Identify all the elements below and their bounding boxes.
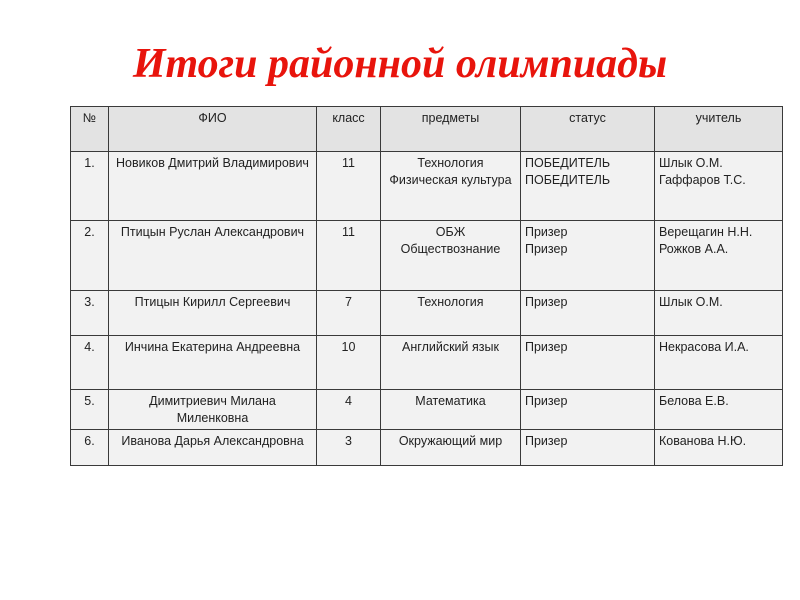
teacher-line: Кованова Н.Ю. — [659, 434, 747, 448]
cell-subjects: Окружающий мир — [381, 430, 521, 466]
teacher-line: Верещагин Н.Н. — [659, 225, 753, 239]
cell-num: 4. — [71, 336, 109, 390]
cell-subjects: Технология — [381, 291, 521, 336]
table-row — [71, 221, 783, 291]
status-line: ПОБЕДИТЕЛЬ — [525, 156, 611, 170]
status-line: Призер — [525, 340, 568, 354]
teacher-line: Белова Е.В. — [659, 394, 729, 408]
cell-grade: 11 — [317, 221, 381, 291]
cell-num: 2. — [71, 221, 109, 291]
cell-teacher — [655, 291, 783, 336]
teacher-line: Шлык О.М. — [659, 156, 723, 170]
column-header-grade: класс — [317, 107, 381, 152]
table-row — [71, 152, 783, 221]
teacher-line: Шлык О.М. — [659, 295, 723, 309]
cell-status — [521, 221, 655, 291]
cell-name: Птицын Кирилл Сергеевич — [109, 291, 317, 336]
cell-teacher — [655, 430, 783, 466]
cell-teacher — [655, 221, 783, 291]
table-row — [71, 291, 783, 336]
page-title: Итоги районной олимпиады — [132, 41, 668, 87]
cell-teacher — [655, 152, 783, 221]
cell-name: Иванова Дарья Александровна — [109, 430, 317, 466]
cell-num: 6. — [71, 430, 109, 466]
teacher-line: Некрасова И.А. — [659, 340, 749, 354]
cell-num: 3. — [71, 291, 109, 336]
table-row — [71, 430, 783, 466]
status-line: Призер — [525, 434, 568, 448]
cell-grade: 4 — [317, 390, 381, 430]
cell-num: 5. — [71, 390, 109, 430]
cell-num: 1. — [71, 152, 109, 221]
cell-grade: 7 — [317, 291, 381, 336]
cell-status — [521, 390, 655, 430]
table-row — [71, 390, 783, 430]
cell-status — [521, 430, 655, 466]
cell-grade: 11 — [317, 152, 381, 221]
column-header-teacher: учитель — [655, 107, 783, 152]
cell-grade: 3 — [317, 430, 381, 466]
cell-name: Птицын Руслан Александрович — [109, 221, 317, 291]
cell-teacher — [655, 336, 783, 390]
status-line: Призер — [525, 295, 568, 309]
cell-status — [521, 152, 655, 221]
cell-status — [521, 291, 655, 336]
cell-teacher — [655, 390, 783, 430]
status-line: Призер — [525, 242, 568, 256]
column-header-num: № — [71, 107, 109, 152]
cell-name: Новиков Дмитрий Владимирович — [109, 152, 317, 221]
column-header-subjects: предметы — [381, 107, 521, 152]
status-line: ПОБЕДИТЕЛЬ — [525, 173, 611, 187]
cell-name: Димитриевич Милана Миленковна — [109, 390, 317, 430]
cell-subjects: Английский язык — [381, 336, 521, 390]
table-row — [71, 336, 783, 390]
status-line: Призер — [525, 394, 568, 408]
column-header-status: статус — [521, 107, 655, 152]
status-line: Призер — [525, 225, 568, 239]
column-header-name: ФИО — [109, 107, 317, 152]
cell-subjects: Технология Физическая культура — [381, 152, 521, 221]
teacher-line: Рожков А.А. — [659, 242, 729, 256]
table-header-row — [71, 107, 783, 152]
cell-name: Инчина Екатерина Андреевна — [109, 336, 317, 390]
cell-subjects: ОБЖ Обществознание — [381, 221, 521, 291]
cell-subjects: Математика — [381, 390, 521, 430]
teacher-line: Гаффаров Т.С. — [659, 173, 746, 187]
cell-status — [521, 336, 655, 390]
results-table — [70, 106, 783, 466]
cell-grade: 10 — [317, 336, 381, 390]
